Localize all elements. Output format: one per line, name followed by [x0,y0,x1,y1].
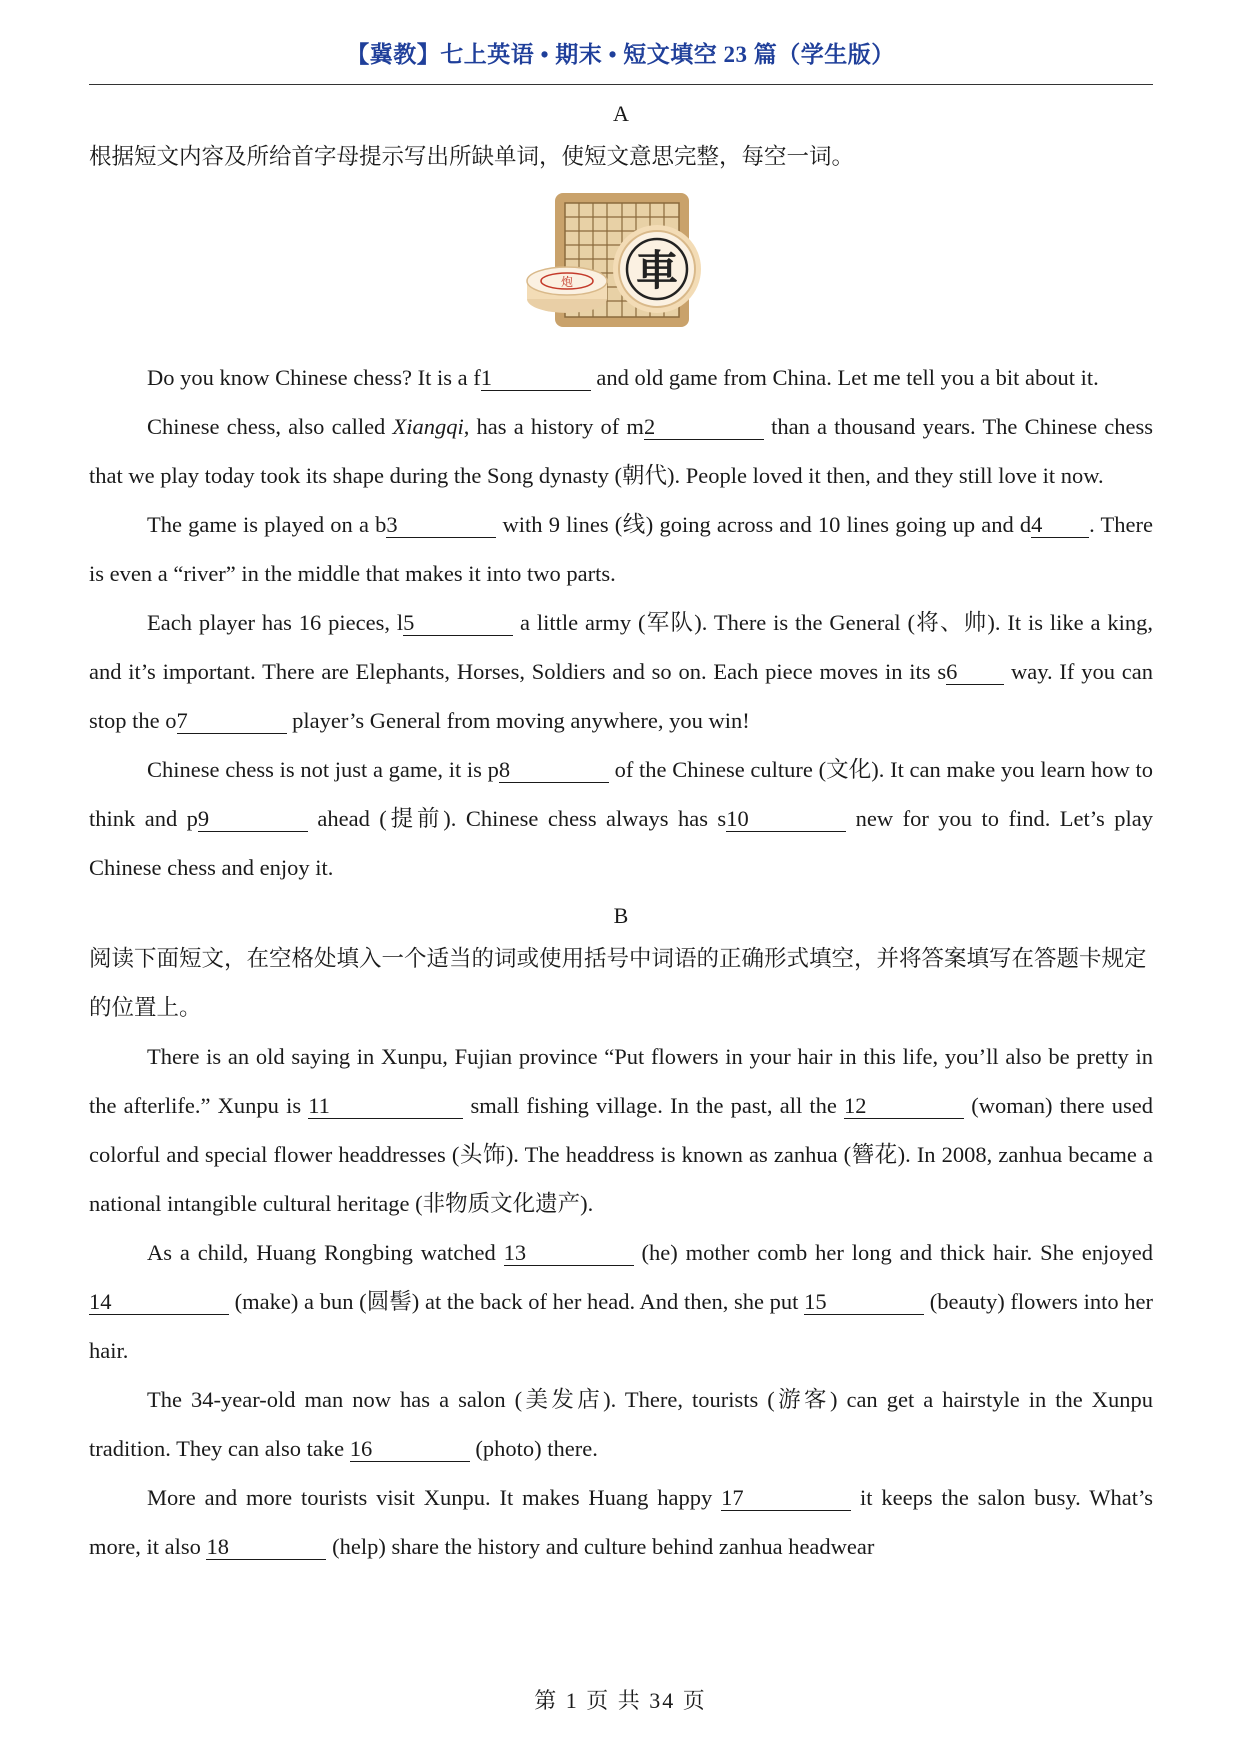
blank-8[interactable]: 8 [499,758,609,783]
section-b-paragraph-1 [89,1032,1153,1228]
text-run: with 9 lines (线) going across and 10 lines going up and d [496,512,1032,537]
section-b-paragraph-2 [89,1228,1153,1375]
section-a-paragraph-4 [89,598,1153,745]
text-run: ahead (提前). Chinese chess always has s [307,806,727,831]
blank-6[interactable]: 6 [946,660,1004,685]
text-run: The game is played on a b [147,512,387,537]
blank-12[interactable]: 12 [844,1094,964,1119]
text-run: More and more tourists visit Xunpu. It makes Huang happy [147,1485,722,1510]
blank-16[interactable]: 16 [350,1437,470,1462]
text-run: . There is even a “river” in the middle that makes it into two parts. [89,512,1153,586]
text-run: (photo) there. [469,1436,598,1461]
text-run: Do you know Chinese chess? It is a f [147,365,481,390]
text-run: (beauty) flowers into her hair. [89,1289,1153,1363]
chinese-chess-illustration [521,191,721,349]
blank-9[interactable]: 9 [198,807,308,832]
blank-1[interactable]: 1 [481,366,591,391]
text-run: a little army (军队). There is the General (将、帅). It is like a king, and it’s important. There are Elephants, Horses, Soldiers and so on. Each piece moves in its s [89,610,1153,684]
text-run: , has a history of m [463,414,644,439]
blank-7[interactable]: 7 [177,709,287,734]
small-chess-piece [527,267,607,313]
blank-13[interactable]: 13 [504,1241,634,1266]
section-a-paragraph-1 [89,353,1153,402]
section-a-paragraph-2 [89,402,1153,500]
blank-14[interactable]: 14 [89,1290,229,1315]
section-b-paragraph-3 [89,1375,1153,1473]
large-piece-char: 車 [635,246,679,295]
text-run: and old game from China. Let me tell you a bit about it. [590,365,1099,390]
text-run: (make) a bun (圆髻) at the back of her head. And then, she put [229,1289,805,1314]
text-run: The 34-year-old man now has a salon (美发店). There, tourists (游客) can get a hairstyle in the Xunpu tradition. They can also take [89,1387,1153,1461]
text-run: than a thousand years. The Chinese chess that we play today took its shape during the Song dynasty (朝代). People loved it then, and they still love it now. [89,414,1153,488]
text-run: of the Chinese culture (文化). It can make you learn how to think and p [89,757,1153,831]
blank-11[interactable]: 11 [308,1094,463,1119]
text-run: player’s General from moving anywhere, you win! [286,708,750,733]
section-b-instruction: 阅读下面短文，在空格处填入一个适当的词或使用括号中词语的正确形式填空，并将答案填写在答题卡规定的位置上。 [89,946,1147,1020]
section-a-paragraph-3 [89,500,1153,598]
section-a-paragraph-5 [89,745,1153,892]
text-run: new for you to find. Let’s play Chinese chess and enjoy it. [89,806,1153,880]
text-run: way. If you can stop the o [89,659,1153,733]
large-chess-piece [613,225,701,313]
text-run: As a child, Huang Rongbing watched [147,1240,504,1265]
section-a-label: A [613,101,629,126]
blank-4[interactable]: 4 [1031,513,1089,538]
text-run: Each player has 16 pieces, l [147,610,404,635]
text-run: (he) mother comb her long and thick hair. She enjoyed [633,1240,1153,1265]
page-footer: 第 1 页 共 34 页 [534,1688,707,1713]
header-rule [89,84,1153,85]
text-run: small fishing village. In the past, all the [463,1093,845,1118]
text-run: There is an old saying in Xunpu, Fujian province “Put flowers in your hair in this life, you’ll also be pretty in the afterlife.” Xunpu is [89,1044,1153,1118]
page-content [89,96,1153,1571]
section-b-label: B [613,903,629,928]
blank-10[interactable]: 10 [726,807,846,832]
blank-2[interactable]: 2 [644,415,764,440]
blank-18[interactable]: 18 [206,1535,326,1560]
blank-17[interactable]: 17 [721,1486,851,1511]
text-run: (woman) there used colorful and special flower headdresses (头饰). The headdress is known as zanhua (簪花). In 2008, zanhua became a national intangible cultural heritage (非物质文化遗产). [89,1093,1154,1216]
blank-5[interactable]: 5 [403,611,513,636]
small-piece-char: 炮 [560,275,574,289]
blank-15[interactable]: 15 [804,1290,924,1315]
text-run: Chinese chess, also called [147,414,393,439]
italic-term: Xiangqi [392,414,464,439]
section-a-instruction: 根据短文内容及所给首字母提示写出所缺单词，使短文意思完整，每空一词。 [89,144,855,169]
chinese-chess-figure [89,191,1153,349]
document-header: 【冀教】七上英语 • 期末 • 短文填空 23 篇（学生版） [346,42,895,67]
text-run: Chinese chess is not just a game, it is p [147,757,499,782]
section-b-paragraph-4 [89,1473,1153,1571]
text-run: it keeps the salon busy. What’s more, it also [89,1485,1153,1559]
text-run: (help) share the history and culture behind zanhua headwear [326,1534,875,1559]
blank-3[interactable]: 3 [386,513,496,538]
